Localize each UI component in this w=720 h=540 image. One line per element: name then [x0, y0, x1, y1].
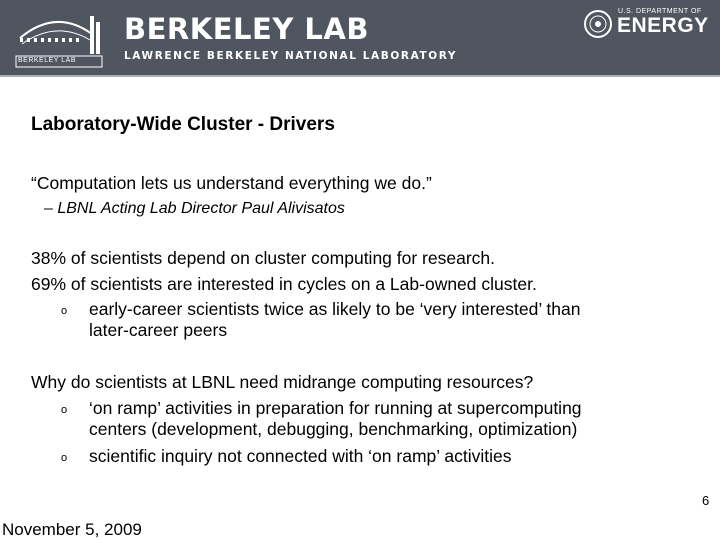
brand-title: BERKELEY LAB: [124, 12, 369, 46]
question-text: Why do scientists at LBNL need midrange computing resources?: [31, 372, 534, 392]
doe-department-label: U.S. DEPARTMENT OF: [618, 8, 702, 15]
header-divider: [0, 75, 720, 77]
bullet-icon: o: [61, 404, 68, 416]
doe-energy-label: ENERGY: [617, 14, 709, 37]
brand-subtitle: LAWRENCE BERKELEY NATIONAL LABORATORY: [124, 50, 458, 62]
quote-attribution: – LBNL Acting Lab Director Paul Alivisatos: [44, 200, 345, 217]
footer-date: November 5, 2009: [2, 520, 142, 539]
reason-2-line-1: scientific inquiry not connected with ‘on ramp’ activities: [89, 446, 512, 466]
bullet-icon: o: [61, 452, 68, 464]
quote-text: “Computation lets us understand everything we do.”: [31, 173, 432, 193]
stat-line-1: 38% of scientists depend on cluster computing for research.: [31, 248, 495, 268]
doe-seal-icon: [583, 9, 613, 39]
stat-sub-line-1: early-career scientists twice as likely to be ‘very interested’ than: [89, 299, 581, 319]
header-bar: [0, 0, 720, 75]
page-number: 6: [702, 493, 710, 508]
stat-line-2: 69% of scientists are interested in cycles on a Lab-owned cluster.: [31, 274, 537, 294]
bullet-icon: o: [61, 305, 68, 317]
stat-sub-line-2: later-career peers: [89, 320, 228, 340]
emblem-label: BERKELEY LAB: [18, 57, 77, 64]
reason-1-line-2: centers (development, debugging, benchmarking, optimization): [89, 419, 578, 439]
reason-1-line-1: ‘on ramp’ activities in preparation for running at supercomputing: [89, 398, 582, 418]
slide-title: Laboratory-Wide Cluster - Drivers: [31, 114, 335, 135]
